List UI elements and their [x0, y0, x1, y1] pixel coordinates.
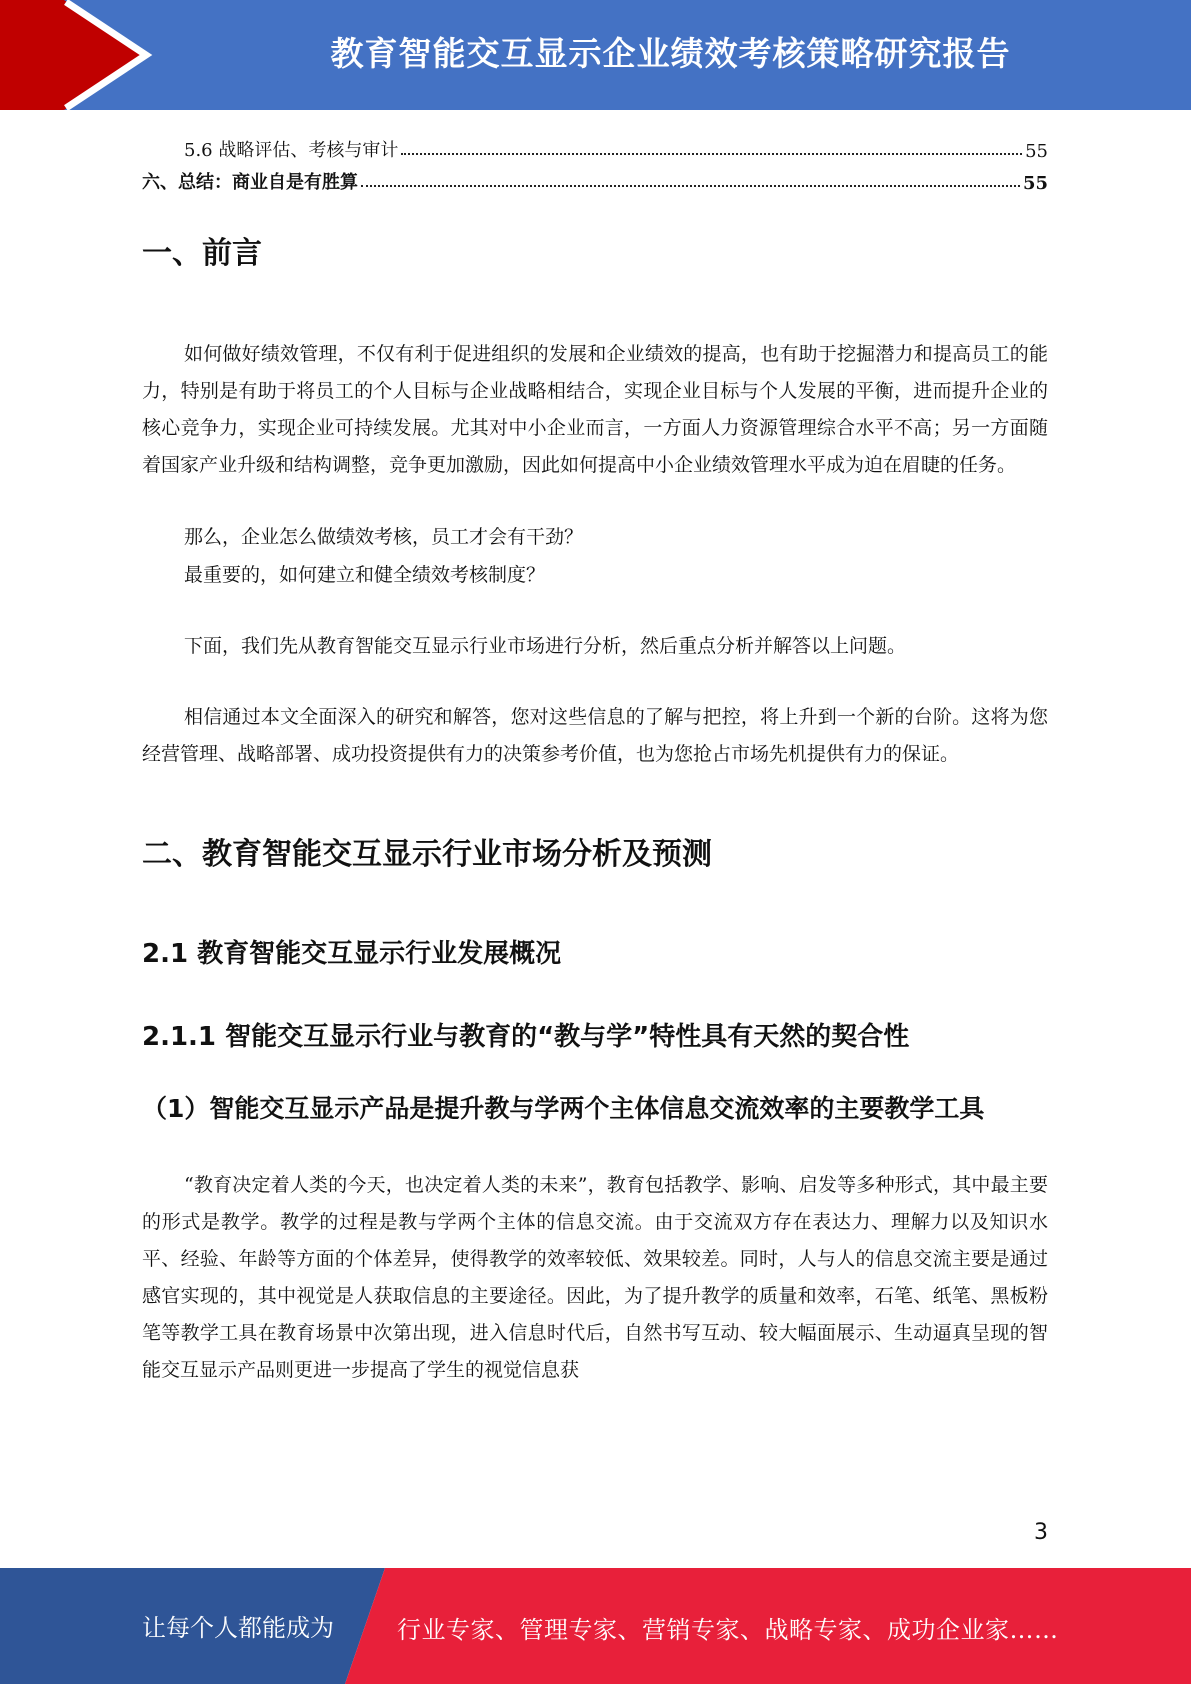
page-number: 3 [1034, 1520, 1048, 1545]
footer-slogan-right: 行业专家、管理专家、营销专家、战略专家、成功企业家…… [397, 1616, 1059, 1644]
header-title: 教育智能交互显示企业绩效考核策略研究报告 [330, 34, 1011, 73]
toc-entry[interactable] [142, 162, 1048, 194]
toc-entry-page: 55 [1025, 141, 1048, 162]
subsection-heading: 2.1.1 智能交互显示行业与教育的“教与学”特性具有天然的契合性 [142, 1022, 910, 1052]
toc-entry[interactable] [142, 130, 1048, 162]
table-of-contents [142, 130, 1048, 194]
page-footer [0, 1568, 1191, 1684]
subsection-heading: 2.1 教育智能交互显示行业发展概况 [142, 939, 562, 969]
toc-leader-dots [401, 153, 1022, 155]
body-paragraph: 相信通过本文全面深入的研究和解答，您对这些信息的了解与把控，将上升到一个新的台阶。这将为您经营管理、战略部署、成功投资提供有力的决策参考价值，也为您抢占市场先机提供有力的保证。 [142, 706, 1048, 765]
section-heading-preface: 一、前言 [142, 236, 262, 271]
body-paragraph: 如何做好绩效管理，不仅有利于促进组织的发展和企业绩效的提高，也有助于挖掘潜力和提高员工的能力，特别是有助于将员工的个人目标与企业战略相结合，实现企业目标与个人发展的平衡，进而提升企业的核心竞争力，实现企业可持续发展。尤其对中小企业而言，一方面人力资源管理综合水平不高；另一方面随着国家产业升级和结构调整，竞争更加激励，因此如何提高中小企业绩效管理水平成为迫在眉睫的任务。 [142, 343, 1048, 476]
toc-entry-label: 5.6 战略评估、考核与审计 [184, 140, 399, 161]
body-paragraph: 下面，我们先从教育智能交互显示行业市场进行分析，然后重点分析并解答以上问题。 [184, 635, 907, 657]
body-question: 那么，企业怎么做绩效考核，员工才会有干劲？ [184, 526, 584, 548]
body-paragraph: “教育决定着人类的今天，也决定着人类的未来”，教育包括教学、影响、启发等多种形式，其中最主要的形式是教学。教学的过程是教与学两个主体的信息交流。由于交流双方存在表达力、理解力以及知识水平、经验、年龄等方面的个体差异，使得教学的效率较低、效果较差。同时，人与人的信息交流主要是通过感官实现的，其中视觉是人获取信息的主要途径。因此，为了提升教学的质量和效率，石笔、纸笔、黑板粉笔等教学工具在教育场景中次第出现，进入信息时代后，自然书写互动、较大幅面展示、生动逼真呈现的智能交互显示产品则更进一步提高了学生的视觉信息获 [142, 1174, 1048, 1381]
footer-slogan-left: 让每个人都能成为 [142, 1614, 334, 1642]
body-question: 最重要的，如何建立和健全绩效考核制度？ [184, 564, 546, 586]
subsection-heading: （1）智能交互显示产品是提升教与学两个主体信息交流效率的主要教学工具 [142, 1094, 985, 1123]
toc-entry-label: 六、总结：商业自是有胜算 [142, 172, 358, 193]
section-heading-market-analysis: 二、教育智能交互显示行业市场分析及预测 [142, 837, 712, 872]
page-header [0, 0, 1191, 110]
toc-entry-page: 55 [1022, 173, 1048, 194]
document-body [142, 228, 1048, 1389]
toc-leader-dots [361, 185, 1020, 187]
